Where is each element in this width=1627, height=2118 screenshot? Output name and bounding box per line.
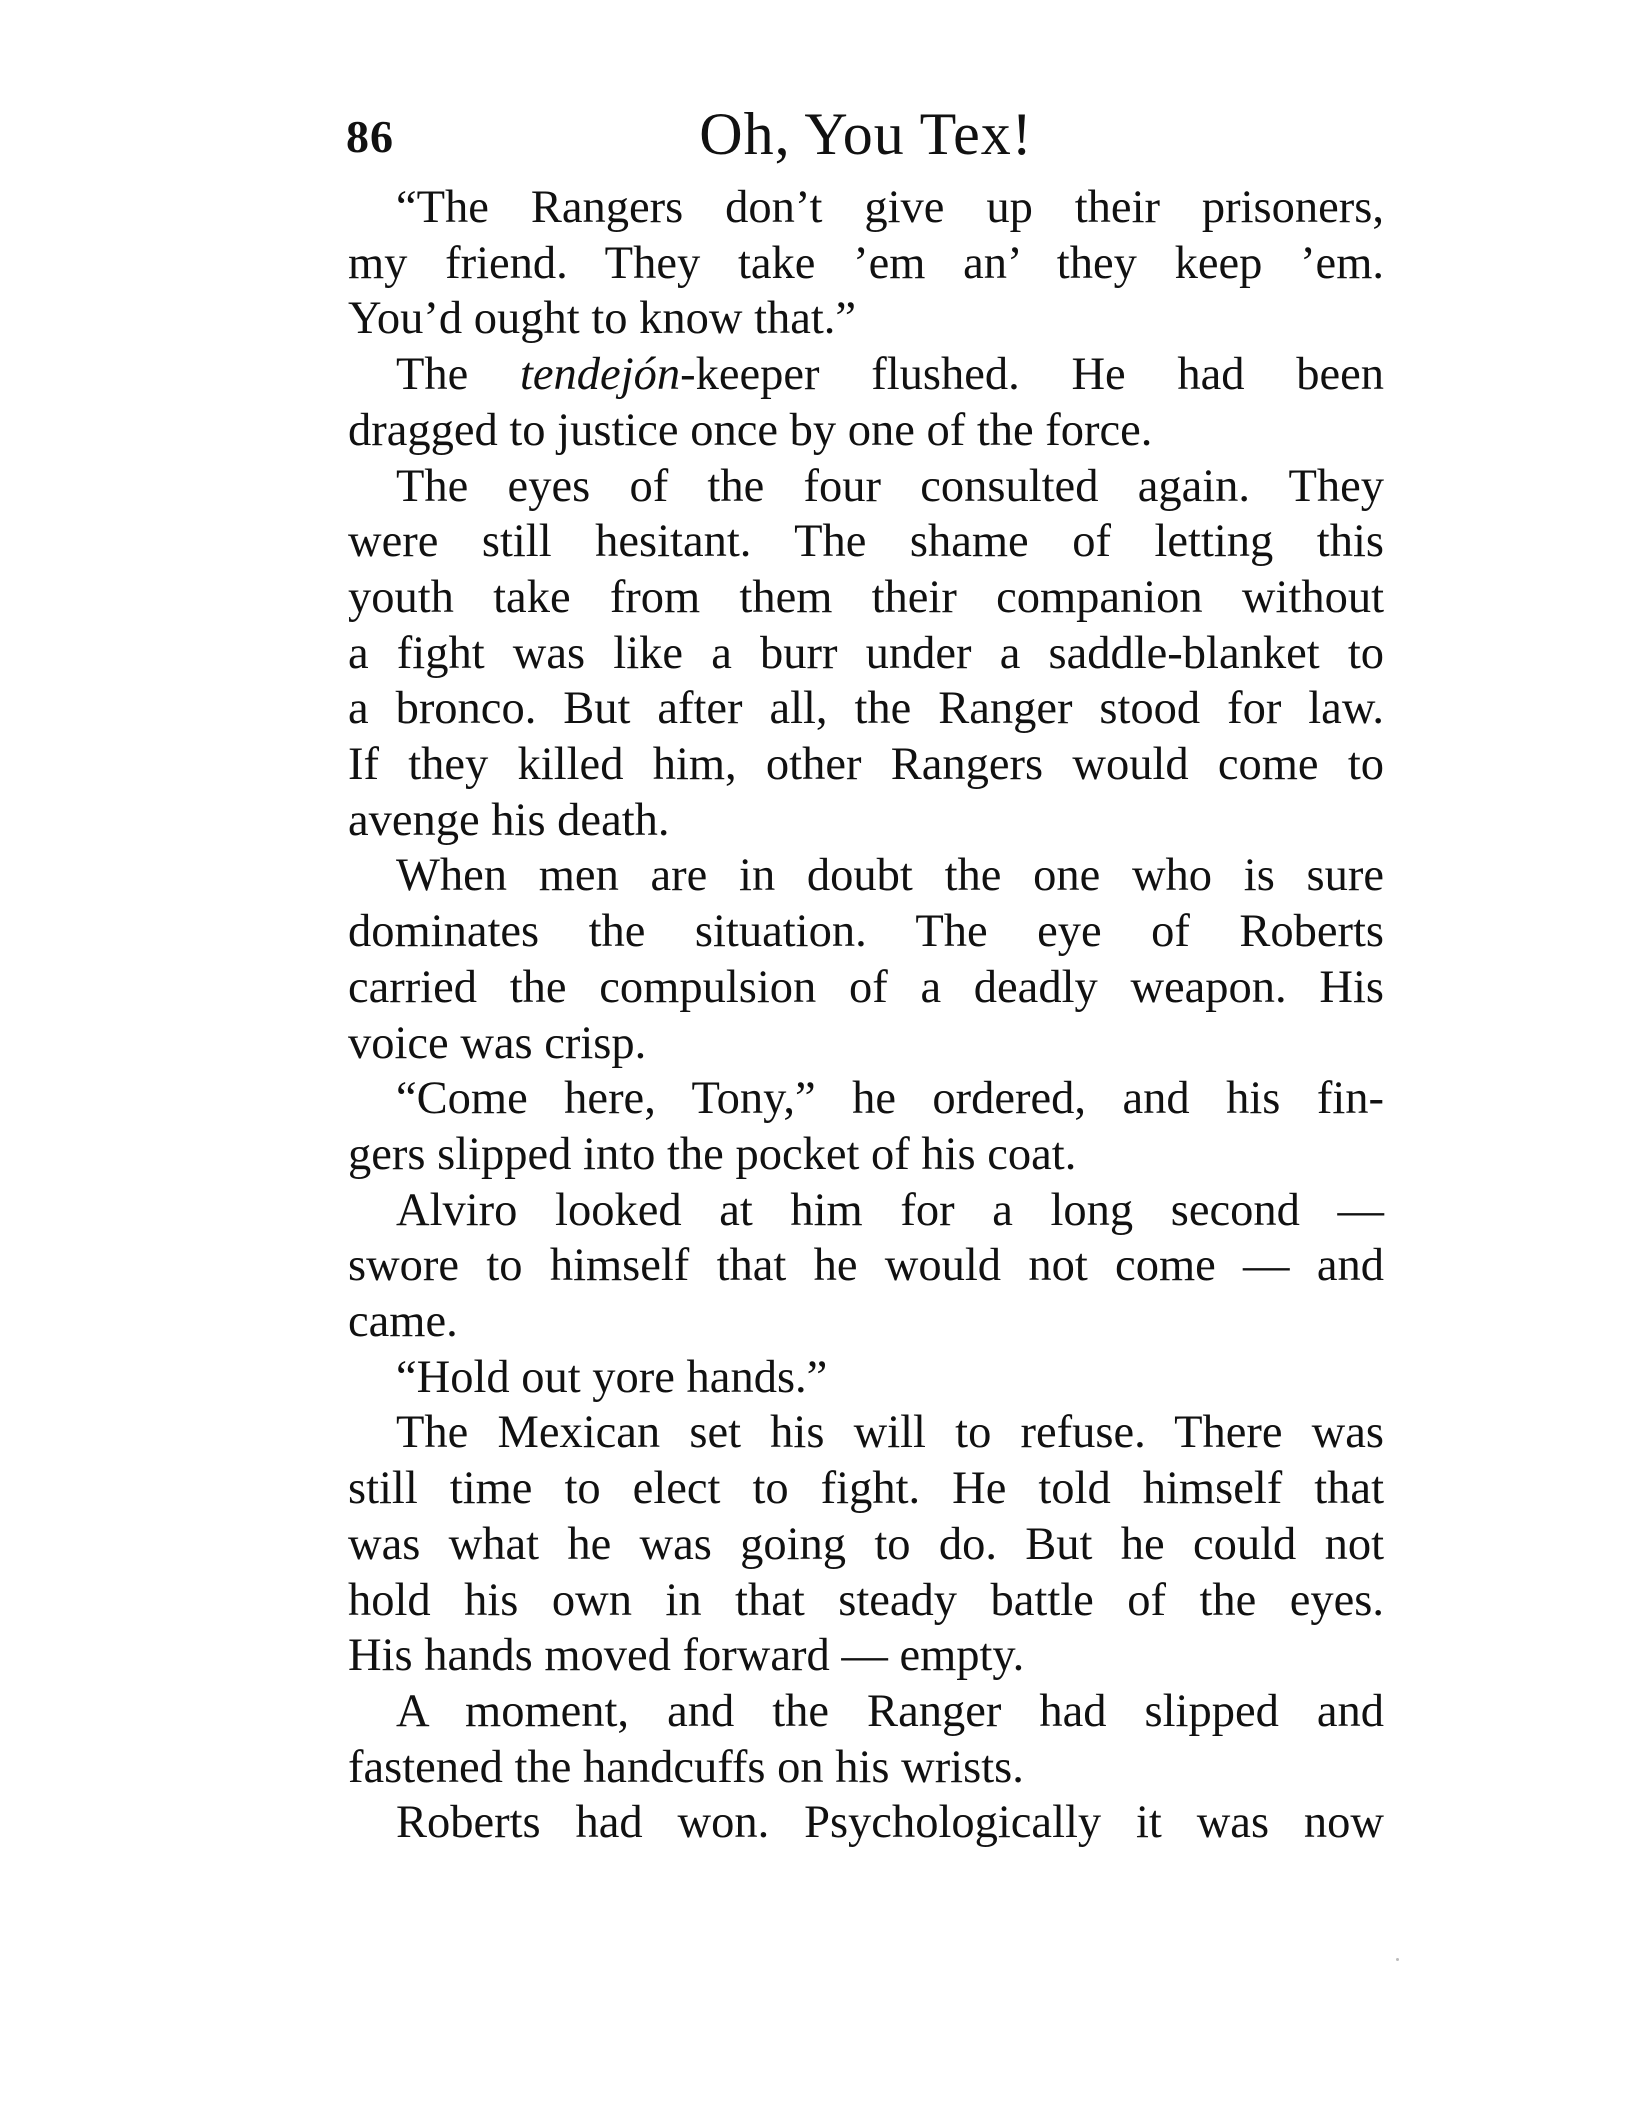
text-line: “The Rangers don’t give up their prisoners, — [396, 182, 1384, 233]
paragraph — [348, 1071, 1384, 1182]
text-run: -keeper flushed. He had been — [680, 349, 1384, 401]
text-line: youth take from them their companion without — [348, 571, 1384, 623]
text-line: carried the compulsion of a deadly weapon. His — [348, 961, 1384, 1013]
italic-word: tendejón — [520, 349, 681, 401]
text-line: still time to elect to fight. He told himself that — [348, 1463, 1384, 1515]
text-line: If they killed him, other Rangers would come to — [348, 739, 1384, 791]
text-line: “Come here, Tony,” he ordered, and his fin- — [396, 1073, 1384, 1125]
text-line: Alviro looked at him for a long second — — [396, 1184, 1384, 1236]
text-line: dragged to justice once by one of the force. — [348, 404, 1153, 456]
text-line: You’d ought to know that.” — [348, 293, 857, 345]
text-line: was what he was going to do. But he could not — [348, 1518, 1384, 1570]
text-line: hold his own in that steady battle of the eyes. — [348, 1574, 1384, 1626]
text-line: gers slipped into the pocket of his coat. — [348, 1128, 1077, 1180]
text-line: dominates the situation. The eye of Roberts — [348, 906, 1384, 958]
text-line: The eyes of the four consulted again. They — [396, 460, 1384, 512]
text-line: came. — [348, 1296, 458, 1348]
page-number: 86 — [346, 111, 394, 162]
text-line: voice was crisp. — [348, 1017, 647, 1069]
paragraph — [348, 1684, 1384, 1795]
paper-speck — [1396, 1958, 1399, 1961]
text-line: The Mexican set his will to refuse. There was — [396, 1407, 1384, 1459]
book-title: Oh, You Tex! — [699, 101, 1033, 167]
paragraph — [348, 848, 1384, 1071]
paragraph — [348, 1350, 1384, 1406]
text-line: a fight was like a burr under a saddle-blanket to — [348, 627, 1384, 679]
paragraph — [348, 1795, 1384, 1851]
text-line: my friend. They take ’em an’ they keep ’em. — [348, 237, 1384, 289]
paragraph — [348, 347, 1384, 458]
text-run: The — [396, 349, 520, 401]
text-line: When men are in doubt the one who is sure — [396, 850, 1384, 902]
text-line — [348, 347, 1384, 403]
paragraph — [348, 459, 1384, 849]
text-line: His hands moved forward — empty. — [348, 1630, 1025, 1682]
text-line: A moment, and the Ranger had slipped and — [396, 1685, 1384, 1737]
paragraph — [348, 1405, 1384, 1684]
paragraph — [348, 1183, 1384, 1350]
text-line: were still hesitant. The shame of letting this — [348, 516, 1384, 568]
text-line: fastened the handcuffs on his wrists. — [348, 1741, 1024, 1793]
body-text — [348, 180, 1384, 1851]
text-line: a bronco. But after all, the Ranger stood for law. — [348, 683, 1384, 735]
text-line: Roberts had won. Psychologically it was now — [396, 1797, 1384, 1849]
paragraph — [348, 180, 1384, 347]
text-line: swore to himself that he would not come — and — [348, 1240, 1384, 1292]
text-line: “Hold out yore hands.” — [396, 1351, 828, 1403]
running-head — [346, 100, 1386, 180]
text-line: avenge his death. — [348, 794, 670, 846]
